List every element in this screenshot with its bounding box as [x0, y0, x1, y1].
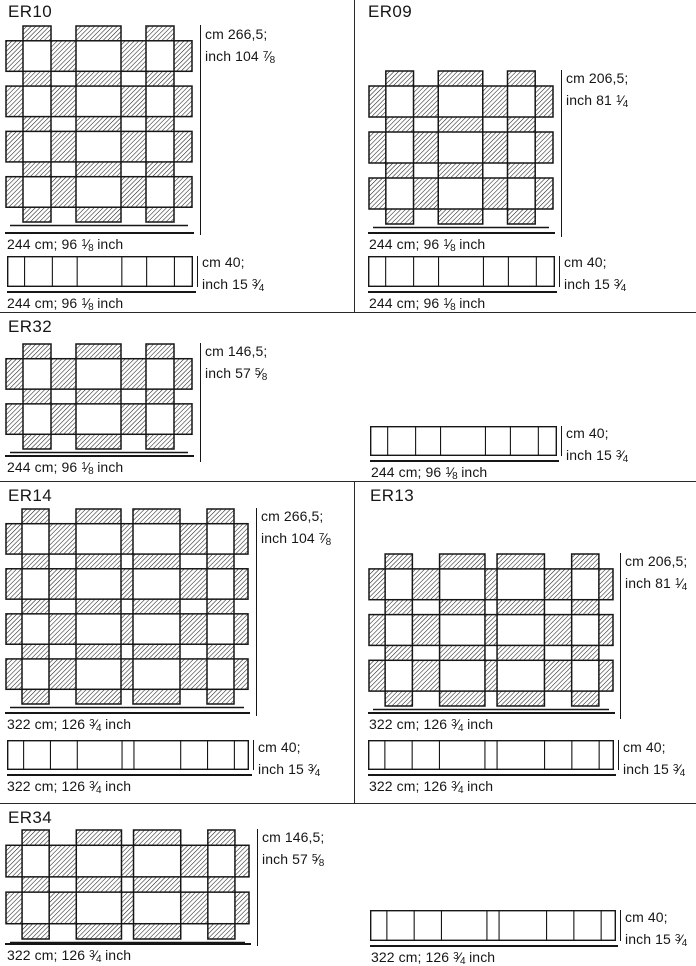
bar-inch-value: inch 15 $^3⁄_4$ [566, 447, 628, 465]
height-inch-value: inch 81 $^1⁄_4$ [625, 575, 687, 593]
figure-title-er13: ER13 [370, 486, 415, 505]
width-value: 244 cm; 96 $^1⁄_8$ inch [7, 236, 124, 254]
panel-divider-vertical-top [354, 0, 355, 312]
height-cm-value: cm 146,5; [205, 343, 268, 359]
height-dimension-label-er13 [625, 551, 687, 598]
figure-title-er32: ER32 [8, 317, 53, 336]
bar-height-dimension-line-er13 [618, 740, 619, 770]
height-inch-value: inch 104 $^7⁄_8$ [261, 530, 331, 548]
shelf-bar-drawing-er32 [370, 426, 557, 456]
height-dimension-line-er09 [561, 70, 562, 237]
bar-cm-value: cm 40; [258, 739, 301, 755]
height-cm-value: cm 206,5; [566, 70, 629, 86]
height-inch-value: inch 57 $^5⁄_8$ [205, 365, 267, 383]
bar-inch-value: inch 15 $^3⁄_4$ [564, 276, 626, 294]
figure-title-er10: ER10 [8, 2, 53, 21]
figure-drawing-er32 [5, 343, 193, 450]
figure-title-er14: ER14 [8, 486, 53, 505]
bar-width-dimension-label-er14 [7, 775, 131, 801]
bar-height-dimension-line-er34 [620, 910, 621, 941]
height-dimension-label-er09 [566, 68, 628, 115]
bar-cm-value: cm 40; [566, 425, 609, 441]
bar-height-dimension-line-er14 [253, 740, 254, 770]
width-value: 244 cm; 96 $^1⁄_8$ inch [7, 459, 124, 477]
figure-drawing-er34 [5, 829, 250, 940]
bar-height-dimension-label-er14 [258, 737, 320, 784]
width-dimension-label-er32 [7, 456, 123, 482]
bar-width-value: 244 cm; 96 $^1⁄_8$ inch [371, 464, 488, 482]
bar-width-value: 244 cm; 96 $^1⁄_8$ inch [369, 295, 486, 313]
height-dimension-label-er14 [261, 506, 331, 553]
bar-width-dimension-label-er32 [371, 461, 487, 487]
bar-width-dimension-label-er09 [369, 292, 485, 318]
shelf-bar-drawing-er34 [370, 910, 616, 941]
height-dimension-line-er14 [256, 508, 257, 716]
width-dimension-label-er14 [7, 713, 131, 739]
bar-width-value: 322 cm; 126 $^3⁄_4$ inch [369, 778, 494, 796]
height-cm-value: cm 266,5; [205, 26, 268, 42]
height-inch-value: inch 57 $^5⁄_8$ [262, 851, 324, 869]
width-value: 322 cm; 126 $^3⁄_4$ inch [7, 947, 132, 965]
height-cm-value: cm 146,5; [262, 829, 325, 845]
bar-inch-value: inch 15 $^3⁄_4$ [625, 931, 687, 949]
width-dimension-label-er34 [7, 944, 131, 966]
height-dimension-label-er10 [205, 24, 275, 71]
panel-divider-horizontal-3 [0, 803, 696, 804]
bar-height-dimension-label-er34 [625, 907, 687, 954]
height-inch-value: inch 104 $^7⁄_8$ [205, 48, 275, 66]
bar-inch-value: inch 15 $^3⁄_4$ [258, 761, 320, 779]
bar-cm-value: cm 40; [202, 254, 245, 270]
width-value: 244 cm; 96 $^1⁄_8$ inch [369, 236, 486, 254]
height-dimension-line-er10 [200, 25, 201, 235]
height-dimension-line-er32 [200, 343, 201, 462]
bar-height-dimension-line-er09 [559, 256, 560, 287]
height-dimension-label-er34 [262, 827, 324, 874]
panel-divider-vertical-bottom [354, 481, 355, 803]
height-dimension-label-er32 [205, 341, 267, 388]
shelf-bar-drawing-er10 [7, 256, 193, 287]
figure-drawing-er10 [5, 25, 193, 223]
bar-width-value: 244 cm; 96 $^1⁄_8$ inch [7, 295, 124, 313]
bar-width-value: 322 cm; 126 $^3⁄_4$ inch [7, 778, 132, 796]
height-dimension-line-er34 [257, 829, 258, 946]
figure-title-er34: ER34 [8, 808, 53, 827]
bar-height-dimension-label-er10 [202, 252, 264, 299]
bar-height-dimension-label-er09 [564, 252, 626, 299]
figure-title-er09: ER09 [368, 2, 413, 21]
bar-inch-value: inch 15 $^3⁄_4$ [202, 276, 264, 294]
bar-cm-value: cm 40; [623, 739, 666, 755]
bar-height-dimension-line-er32 [561, 426, 562, 456]
height-dimension-line-er13 [620, 553, 621, 719]
bar-width-dimension-label-er10 [7, 292, 123, 318]
figure-drawing-er13 [368, 553, 614, 707]
bar-cm-value: cm 40; [625, 909, 668, 925]
bar-width-dimension-label-er13 [369, 775, 493, 801]
height-cm-value: cm 206,5; [625, 553, 688, 569]
figure-drawing-er09 [368, 70, 554, 225]
bar-height-dimension-line-er10 [197, 256, 198, 287]
shelf-bar-drawing-er14 [7, 740, 249, 770]
bar-width-value: 322 cm; 126 $^3⁄_4$ inch [371, 949, 496, 966]
height-cm-value: cm 266,5; [261, 508, 324, 524]
bar-cm-value: cm 40; [564, 254, 607, 270]
bar-width-dimension-label-er34 [371, 946, 495, 966]
shelf-bar-drawing-er13 [368, 740, 614, 770]
width-dimension-label-er13 [369, 713, 493, 739]
bar-inch-value: inch 15 $^3⁄_4$ [623, 761, 685, 779]
figure-drawing-er14 [5, 508, 249, 705]
bar-height-dimension-label-er13 [623, 737, 685, 784]
bar-height-dimension-label-er32 [566, 423, 628, 470]
height-inch-value: inch 81 $^1⁄_4$ [566, 92, 628, 110]
width-value: 322 cm; 126 $^3⁄_4$ inch [7, 716, 132, 734]
width-value: 322 cm; 126 $^3⁄_4$ inch [369, 716, 494, 734]
shelf-bar-drawing-er09 [368, 256, 555, 287]
